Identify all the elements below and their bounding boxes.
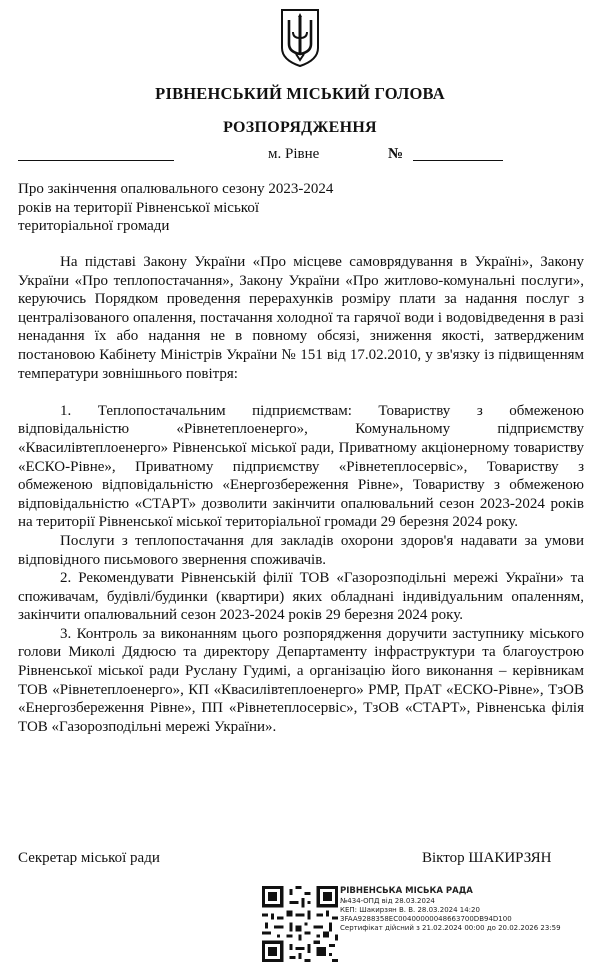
trident-coat-of-arms-icon: [279, 8, 321, 68]
preamble-paragraph: На підставі Закону України «Про місцеве самоврядування в Україні», Закону України «Про теплопостачання», Закону України «Про житлово-комунальні послуги», керуючись Порядком проведення перерахунків розміру плати за надання послуг з централізованого опалення, постачання холодної та гарячої води і водовідведення в разі ненадання їх або надання не в повному обсязі, зниження якості, затвердженим постановою Кабінету Міністрів України № 151 від 17.02.2010, у зв'язку із підвищенням температури зовнішнього повітря:: [18, 254, 584, 382]
document-body: [18, 253, 584, 736]
number-label: №: [388, 146, 404, 162]
clause-3-paragraph: 3. Контроль за виконанням цього розпорядження доручити заступнику міського голови Миколі Дядюсю та директору Департаменту інфраструктури та благоустрою Рівненської міської ради Руслану Гудимі, а організацію його виконання – керівникам ТОВ «Рівнетеплоенерго», КП «Квасилівтеплоенерго» РМР, ПрАТ «ЕСКО-Рівне», ТзОВ «Енергозбереження Рівне», ПП «Рівнетеплосервіс», ТзОВ «СТАРТ», Рівненська філія ТОВ «Газорозподільні мережі України».: [18, 625, 584, 735]
document-subject: Про закінчення опалювального сезону 2023-2024 років на території Рівненської міської територіальної громади: [18, 181, 334, 234]
stamp-signer: КЕП: Шакирзян В. В. 28.03.2024 14:20: [340, 906, 480, 914]
organization-title: РІВНЕНСЬКИЙ МІСЬКИЙ ГОЛОВА: [155, 84, 445, 103]
stamp-order-number: №434-ОПД від 28.03.2024: [340, 897, 435, 905]
clause-1-note-paragraph: Послуги з теплопостачання для закладів охорони здоров'я надавати за умови відповідного письмового звернення споживачів.: [18, 532, 584, 568]
document-type: РОЗПОРЯДЖЕННЯ: [223, 119, 377, 136]
signatory-name: Віктор ШАКИРЗЯН: [422, 850, 552, 866]
stamp-validity: Сертифікат дійсний з 21.02.2024 00:00 до 20.02.2026 23:59: [340, 924, 561, 932]
document-place: м. Рівне: [268, 146, 320, 162]
stamp-certificate-id: 3FAA9288358EC00400000048663700DB94D100: [340, 915, 512, 923]
signatory-position: Секретар міської ради: [18, 850, 160, 866]
clause-2-paragraph: 2. Рекомендувати Рівненській філії ТОВ «Газорозподільні мережі України» та споживачам, будівлі/будинки (квартири) яких обладнані індивідуальним опаленням, закінчити опалювальний сезон 2023-2024 років 29 березня 2024 року.: [18, 570, 584, 624]
qr-code-icon: [262, 886, 338, 962]
number-blank-line: [413, 160, 503, 161]
electronic-signature-stamp: [340, 886, 598, 933]
date-blank-line: [18, 160, 174, 161]
clause-1-paragraph: 1. Теплопостачальним підприємствам: Товариству з обмеженою відповідальністю «Рівнетеплоенерго», Комунальному підприємству «Квасилівтеплоенерго» Рівненської міської ради, Приватному акціонерному товариству «ЕСКО-Рівне», Приватному підприємству «Рівнетеплосервіс», Товариству з обмеженою відповідальністю «Енергозбереження Рівне», Товариству з обмеженою відповідальністю «СТАРТ» дозволити закінчити опалювальний сезон 2023-2024 років на території Рівненської міської територіальної громади 29 березня 2024 року.: [18, 402, 584, 531]
stamp-organization: РІВНЕНСЬКА МІСЬКА РАДА: [340, 886, 473, 896]
